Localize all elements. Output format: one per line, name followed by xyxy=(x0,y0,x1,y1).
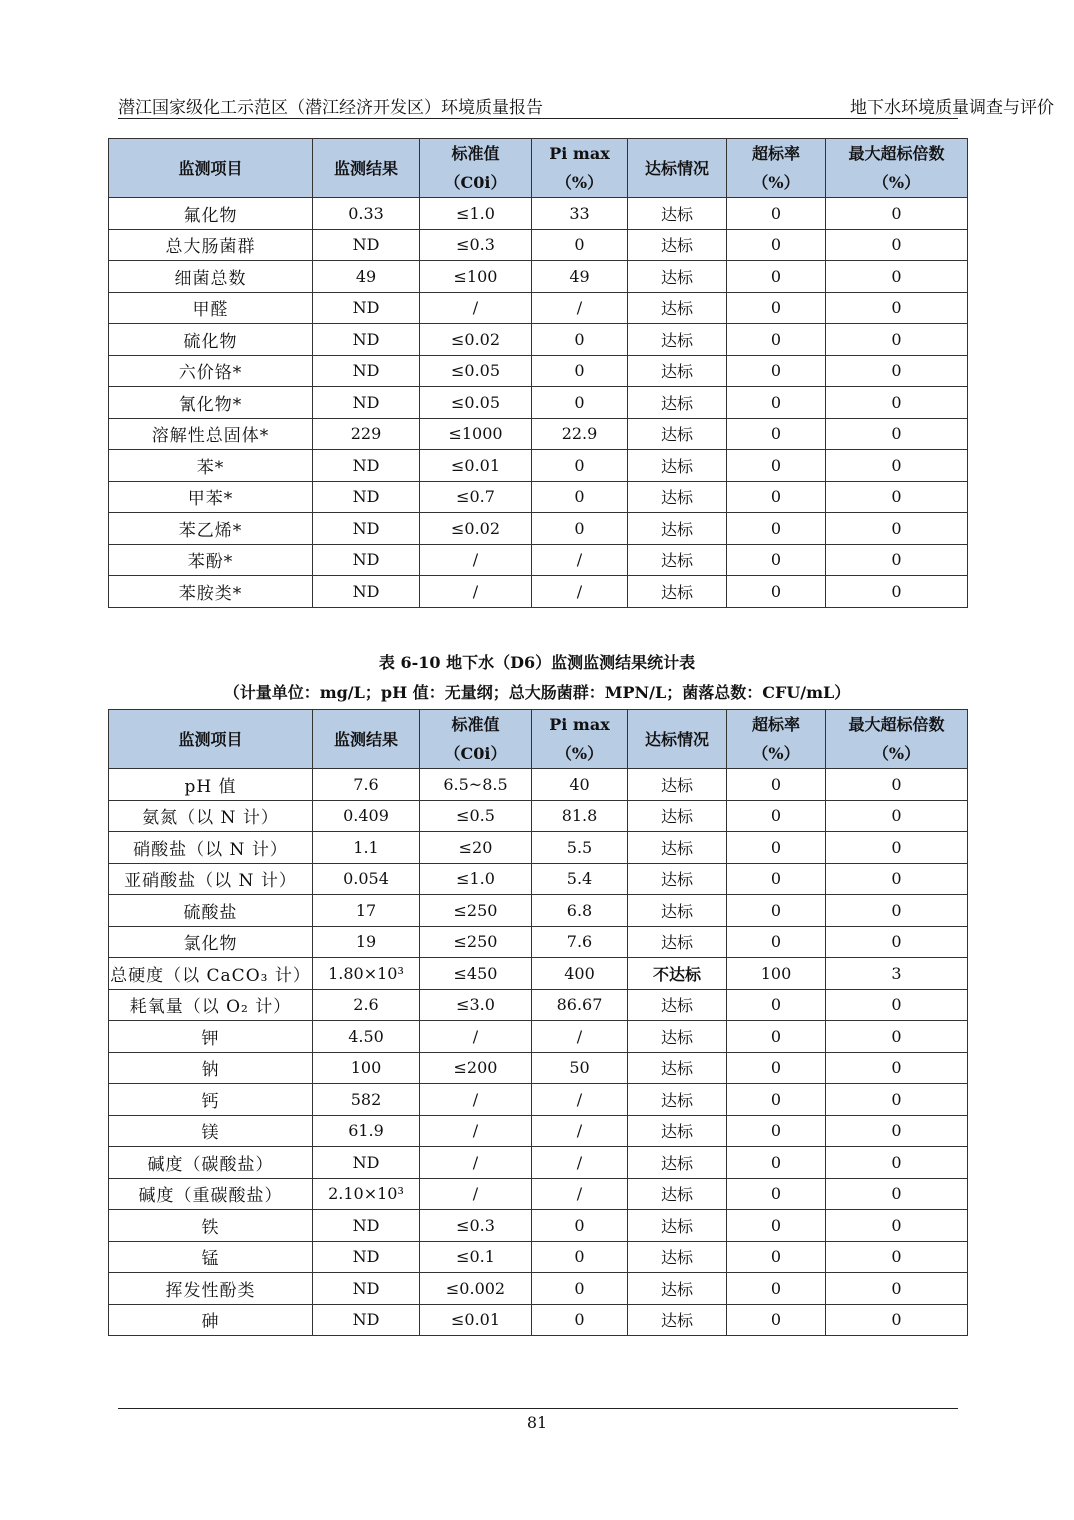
value-cell: ≤3.0 xyxy=(420,989,532,1021)
item-name-cell: pH 值 xyxy=(109,769,313,801)
value-cell: 5.5 xyxy=(532,832,628,864)
column-header xyxy=(109,139,313,198)
value-cell: ND xyxy=(313,292,420,324)
value-cell: ND xyxy=(313,1273,420,1305)
value-cell: 0 xyxy=(826,481,968,513)
value-cell: 229 xyxy=(313,418,420,450)
column-header xyxy=(532,710,628,769)
value-cell: 7.6 xyxy=(532,926,628,958)
value-cell: ≤0.002 xyxy=(420,1273,532,1305)
value-cell: 0 xyxy=(727,832,826,864)
value-cell: 0 xyxy=(826,1052,968,1084)
value-cell: 0 xyxy=(727,895,826,927)
value-cell: 0 xyxy=(727,1115,826,1147)
value-cell: 达标 xyxy=(628,1084,727,1116)
value-cell: 0 xyxy=(727,450,826,482)
value-cell: 0 xyxy=(727,513,826,545)
value-cell: 0 xyxy=(727,800,826,832)
column-header-line: 最大超标倍数 xyxy=(848,144,945,163)
value-cell: 0 xyxy=(727,355,826,387)
value-cell: 达标 xyxy=(628,450,727,482)
value-cell: ≤0.02 xyxy=(420,513,532,545)
value-cell: 2.6 xyxy=(313,989,420,1021)
value-cell: / xyxy=(420,1147,532,1179)
value-cell: / xyxy=(532,1178,628,1210)
value-cell: ≤100 xyxy=(420,261,532,293)
value-cell: / xyxy=(420,1115,532,1147)
table-row xyxy=(109,1304,968,1336)
value-cell: 4.50 xyxy=(313,1021,420,1053)
value-cell: 22.9 xyxy=(532,418,628,450)
table-row xyxy=(109,481,968,513)
value-cell: 0 xyxy=(826,513,968,545)
value-cell: 达标 xyxy=(628,355,727,387)
column-header-line: 超标率 xyxy=(751,144,800,163)
column-header-line: Pi max xyxy=(549,715,610,734)
value-cell: 0 xyxy=(826,355,968,387)
column-header-line: 监测结果 xyxy=(333,729,398,749)
value-cell: ≤1.0 xyxy=(420,863,532,895)
value-cell: 0 xyxy=(826,450,968,482)
value-cell: 达标 xyxy=(628,1178,727,1210)
table-caption: 表 6-10 地下水（D6）监测监测结果统计表 xyxy=(378,653,696,672)
value-cell: 0 xyxy=(727,1084,826,1116)
column-header xyxy=(532,139,628,198)
value-cell: 0 xyxy=(826,1147,968,1179)
column-header-line: （%） xyxy=(752,173,800,192)
table-row xyxy=(109,198,968,230)
item-name-cell: 苯酚* xyxy=(109,544,313,576)
value-cell: 0 xyxy=(532,1273,628,1305)
table-row xyxy=(109,989,968,1021)
column-header xyxy=(727,710,826,769)
value-cell: / xyxy=(532,292,628,324)
column-header xyxy=(628,139,727,198)
table-row xyxy=(109,292,968,324)
value-cell: 达标 xyxy=(628,832,727,864)
value-cell: 0 xyxy=(727,481,826,513)
value-cell: 3 xyxy=(826,958,968,990)
value-cell: 达标 xyxy=(628,418,727,450)
value-cell: 0 xyxy=(826,261,968,293)
header-rule xyxy=(118,118,958,119)
value-cell: 0 xyxy=(727,1210,826,1242)
value-cell: ND xyxy=(313,324,420,356)
value-cell: 0 xyxy=(727,1147,826,1179)
column-header-line: 标准值 xyxy=(451,715,500,734)
value-cell: ≤0.3 xyxy=(420,1210,532,1242)
value-cell: 0 xyxy=(826,895,968,927)
value-cell: 40 xyxy=(532,769,628,801)
value-cell: 0.054 xyxy=(313,863,420,895)
value-cell: 5.4 xyxy=(532,863,628,895)
table-row xyxy=(109,387,968,419)
value-cell: / xyxy=(532,1147,628,1179)
value-cell: ≤0.01 xyxy=(420,1304,532,1336)
value-cell: 0 xyxy=(826,1115,968,1147)
item-name-cell: 总硬度（以 CaCO₃ 计） xyxy=(109,958,313,990)
table-row xyxy=(109,576,968,608)
value-cell: 0.409 xyxy=(313,800,420,832)
column-header xyxy=(727,139,826,198)
value-cell: 1.1 xyxy=(313,832,420,864)
value-cell: 达标 xyxy=(628,863,727,895)
value-cell: 0 xyxy=(826,832,968,864)
column-header-line: （C0i） xyxy=(444,173,507,192)
item-name-cell: 苯* xyxy=(109,450,313,482)
table-row xyxy=(109,355,968,387)
table-row xyxy=(109,324,968,356)
value-cell: ND xyxy=(313,481,420,513)
item-name-cell: 氟化物 xyxy=(109,198,313,230)
table-header-row xyxy=(109,710,968,769)
value-cell: 0 xyxy=(727,1304,826,1336)
value-cell: ND xyxy=(313,450,420,482)
value-cell: 0 xyxy=(532,481,628,513)
value-cell: 0 xyxy=(826,1241,968,1273)
table-row xyxy=(109,261,968,293)
value-cell: 达标 xyxy=(628,229,727,261)
item-name-cell: 苯胺类* xyxy=(109,576,313,608)
value-cell: 0 xyxy=(727,863,826,895)
item-name-cell: 硫化物 xyxy=(109,324,313,356)
column-header-line: 达标情况 xyxy=(644,158,709,178)
item-name-cell: 耗氧量（以 O₂ 计） xyxy=(109,989,313,1021)
value-cell: 0 xyxy=(727,769,826,801)
item-name-cell: 甲醛 xyxy=(109,292,313,324)
value-cell: ≤20 xyxy=(420,832,532,864)
value-cell: ≤0.7 xyxy=(420,481,532,513)
item-name-cell: 砷 xyxy=(109,1304,313,1336)
value-cell: 达标 xyxy=(628,1273,727,1305)
item-name-cell: 钙 xyxy=(109,1084,313,1116)
value-cell: ND xyxy=(313,576,420,608)
value-cell: 1.80×10³ xyxy=(313,958,420,990)
value-cell: / xyxy=(532,1021,628,1053)
value-cell: 0 xyxy=(532,387,628,419)
value-cell: 19 xyxy=(313,926,420,958)
item-name-cell: 碱度（重碳酸盐） xyxy=(109,1178,313,1210)
value-cell: 0 xyxy=(826,1021,968,1053)
value-cell: ND xyxy=(313,1304,420,1336)
running-header-title: 潜江国家级化工示范区（潜江经济开发区）环境质量报告 xyxy=(118,98,543,118)
table-row xyxy=(109,800,968,832)
item-name-cell: 溶解性总固体* xyxy=(109,418,313,450)
item-name-cell: 钾 xyxy=(109,1021,313,1053)
table-row xyxy=(109,1021,968,1053)
column-header-line: （C0i） xyxy=(444,744,507,763)
value-cell: 61.9 xyxy=(313,1115,420,1147)
value-cell: 达标 xyxy=(628,800,727,832)
value-cell: 达标 xyxy=(628,1052,727,1084)
table-row xyxy=(109,926,968,958)
item-name-cell: 硝酸盐（以 N 计） xyxy=(109,832,313,864)
value-cell: 达标 xyxy=(628,1147,727,1179)
value-cell: 49 xyxy=(313,261,420,293)
value-cell: 0 xyxy=(727,1241,826,1273)
value-cell: 33 xyxy=(532,198,628,230)
table-body xyxy=(109,198,968,608)
column-header-line: 达标情况 xyxy=(644,729,709,749)
value-cell: 达标 xyxy=(628,261,727,293)
value-cell: 达标 xyxy=(628,387,727,419)
item-name-cell: 镁 xyxy=(109,1115,313,1147)
value-cell: ND xyxy=(313,544,420,576)
item-name-cell: 铁 xyxy=(109,1210,313,1242)
value-cell: 达标 xyxy=(628,544,727,576)
value-cell: 0 xyxy=(826,1304,968,1336)
table-row xyxy=(109,769,968,801)
item-name-cell: 挥发性酚类 xyxy=(109,1273,313,1305)
value-cell: 100 xyxy=(727,958,826,990)
value-cell: 2.10×10³ xyxy=(313,1178,420,1210)
value-cell: ≤1.0 xyxy=(420,198,532,230)
value-cell: 0 xyxy=(826,576,968,608)
value-cell: 0 xyxy=(727,418,826,450)
item-name-cell: 甲苯* xyxy=(109,481,313,513)
value-cell: 400 xyxy=(532,958,628,990)
table-body xyxy=(109,769,968,1336)
value-cell: 0 xyxy=(727,198,826,230)
value-cell: 达标 xyxy=(628,513,727,545)
item-name-cell: 锰 xyxy=(109,1241,313,1273)
value-cell: ND xyxy=(313,229,420,261)
value-cell: 0 xyxy=(727,926,826,958)
value-cell: 0 xyxy=(727,989,826,1021)
item-name-cell: 总大肠菌群 xyxy=(109,229,313,261)
value-cell: ≤0.1 xyxy=(420,1241,532,1273)
value-cell: ≤0.3 xyxy=(420,229,532,261)
value-cell: 0 xyxy=(826,926,968,958)
value-cell: 0 xyxy=(532,1210,628,1242)
table-row xyxy=(109,958,968,990)
column-header-line: 标准值 xyxy=(451,144,500,163)
value-cell: 0 xyxy=(727,229,826,261)
table-row xyxy=(109,418,968,450)
value-cell: 达标 xyxy=(628,481,727,513)
value-cell: ≤0.02 xyxy=(420,324,532,356)
value-cell: ND xyxy=(313,387,420,419)
column-header-line: （%） xyxy=(872,173,921,192)
table-row xyxy=(109,1084,968,1116)
table-row xyxy=(109,863,968,895)
value-cell: 0 xyxy=(532,1304,628,1336)
value-cell: ND xyxy=(313,1210,420,1242)
value-cell: 达标 xyxy=(628,1304,727,1336)
running-header-section: 地下水环境质量调查与评价 xyxy=(850,98,1054,118)
column-header xyxy=(313,139,420,198)
value-cell: 0 xyxy=(532,229,628,261)
value-cell: 0 xyxy=(532,355,628,387)
table-row xyxy=(109,1210,968,1242)
item-name-cell: 氯化物 xyxy=(109,926,313,958)
value-cell: 0 xyxy=(532,513,628,545)
value-cell: 0 xyxy=(727,387,826,419)
value-cell: 0 xyxy=(826,198,968,230)
value-cell: 达标 xyxy=(628,576,727,608)
value-cell: 不达标 xyxy=(628,958,727,990)
value-cell: ≤0.01 xyxy=(420,450,532,482)
value-cell: 0 xyxy=(826,1084,968,1116)
item-name-cell: 硫酸盐 xyxy=(109,895,313,927)
value-cell: ≤0.05 xyxy=(420,387,532,419)
value-cell: 0 xyxy=(826,229,968,261)
value-cell: 86.67 xyxy=(532,989,628,1021)
value-cell: / xyxy=(420,576,532,608)
value-cell: ≤250 xyxy=(420,926,532,958)
value-cell: ND xyxy=(313,1147,420,1179)
table-row xyxy=(109,895,968,927)
column-header-line: 最大超标倍数 xyxy=(848,715,945,734)
value-cell: ≤0.5 xyxy=(420,800,532,832)
page-number: 81 xyxy=(526,1413,548,1432)
table-row xyxy=(109,1241,968,1273)
value-cell: 达标 xyxy=(628,1115,727,1147)
table-row xyxy=(109,229,968,261)
column-header-line: 监测项目 xyxy=(178,729,243,749)
value-cell: 0 xyxy=(727,1021,826,1053)
value-cell: 0 xyxy=(826,800,968,832)
item-name-cell: 钠 xyxy=(109,1052,313,1084)
footer-rule xyxy=(118,1408,958,1409)
table-header-row xyxy=(109,139,968,198)
table-row xyxy=(109,832,968,864)
value-cell: 0 xyxy=(826,387,968,419)
monitoring-table-d6 xyxy=(108,709,968,1336)
value-cell: / xyxy=(532,544,628,576)
value-cell: 0 xyxy=(826,989,968,1021)
value-cell: 0 xyxy=(826,324,968,356)
item-name-cell: 亚硝酸盐（以 N 计） xyxy=(109,863,313,895)
value-cell: ≤0.05 xyxy=(420,355,532,387)
item-name-cell: 细菌总数 xyxy=(109,261,313,293)
value-cell: 0 xyxy=(727,261,826,293)
value-cell: 0 xyxy=(727,1178,826,1210)
item-name-cell: 苯乙烯* xyxy=(109,513,313,545)
value-cell: 达标 xyxy=(628,198,727,230)
table-row xyxy=(109,1178,968,1210)
value-cell: ND xyxy=(313,513,420,545)
value-cell: ≤200 xyxy=(420,1052,532,1084)
value-cell: 17 xyxy=(313,895,420,927)
value-cell: 达标 xyxy=(628,1210,727,1242)
value-cell: 0 xyxy=(727,1052,826,1084)
value-cell: 0 xyxy=(727,544,826,576)
value-cell: / xyxy=(532,1115,628,1147)
table-units-note: （计量单位：mg/L；pH 值：无量纲；总大肠菌群：MPN/L；菌落总数：CFU/mL） xyxy=(223,683,851,702)
value-cell: 达标 xyxy=(628,926,727,958)
value-cell: 0.33 xyxy=(313,198,420,230)
column-header xyxy=(628,710,727,769)
column-header xyxy=(109,710,313,769)
value-cell: 达标 xyxy=(628,292,727,324)
column-header-line: Pi max xyxy=(549,144,610,163)
item-name-cell: 六价铬* xyxy=(109,355,313,387)
value-cell: 6.5~8.5 xyxy=(420,769,532,801)
value-cell: 达标 xyxy=(628,769,727,801)
value-cell: 0 xyxy=(826,863,968,895)
value-cell: 0 xyxy=(532,324,628,356)
value-cell: / xyxy=(532,576,628,608)
item-name-cell: 氰化物* xyxy=(109,387,313,419)
value-cell: 0 xyxy=(727,576,826,608)
column-header xyxy=(420,139,532,198)
value-cell: 0 xyxy=(826,544,968,576)
value-cell: 0 xyxy=(727,1273,826,1305)
table-row xyxy=(109,1147,968,1179)
monitoring-table-continued xyxy=(108,138,968,608)
item-name-cell: 氨氮（以 N 计） xyxy=(109,800,313,832)
column-header-line: （%） xyxy=(555,173,604,192)
value-cell: 达标 xyxy=(628,1021,727,1053)
value-cell: ≤1000 xyxy=(420,418,532,450)
value-cell: 100 xyxy=(313,1052,420,1084)
value-cell: / xyxy=(420,544,532,576)
value-cell: ND xyxy=(313,1241,420,1273)
table-row xyxy=(109,544,968,576)
column-header-line: （%） xyxy=(555,744,604,763)
value-cell: 达标 xyxy=(628,895,727,927)
value-cell: 49 xyxy=(532,261,628,293)
value-cell: 0 xyxy=(532,450,628,482)
column-header-line: 监测结果 xyxy=(333,158,398,178)
column-header-line: （%） xyxy=(872,744,921,763)
value-cell: ≤250 xyxy=(420,895,532,927)
column-header xyxy=(420,710,532,769)
value-cell: 达标 xyxy=(628,1241,727,1273)
value-cell: / xyxy=(420,1178,532,1210)
value-cell: 0 xyxy=(826,1210,968,1242)
value-cell: 0 xyxy=(727,324,826,356)
value-cell: 81.8 xyxy=(532,800,628,832)
column-header xyxy=(313,710,420,769)
column-header-line: 监测项目 xyxy=(178,158,243,178)
value-cell: 0 xyxy=(826,1178,968,1210)
value-cell: 0 xyxy=(727,292,826,324)
table-row xyxy=(109,1273,968,1305)
table-row xyxy=(109,513,968,545)
value-cell: / xyxy=(532,1084,628,1116)
value-cell: 达标 xyxy=(628,989,727,1021)
value-cell: 50 xyxy=(532,1052,628,1084)
value-cell: ≤450 xyxy=(420,958,532,990)
value-cell: 7.6 xyxy=(313,769,420,801)
column-header-line: 超标率 xyxy=(751,715,800,734)
value-cell: / xyxy=(420,292,532,324)
value-cell: 0 xyxy=(826,418,968,450)
column-header xyxy=(826,710,968,769)
table-row xyxy=(109,1052,968,1084)
value-cell: 582 xyxy=(313,1084,420,1116)
value-cell: / xyxy=(420,1084,532,1116)
column-header xyxy=(826,139,968,198)
table-row xyxy=(109,450,968,482)
table-row xyxy=(109,1115,968,1147)
value-cell: 0 xyxy=(826,769,968,801)
item-name-cell: 碱度（碳酸盐） xyxy=(109,1147,313,1179)
value-cell: 0 xyxy=(532,1241,628,1273)
value-cell: 0 xyxy=(826,1273,968,1305)
value-cell: ND xyxy=(313,355,420,387)
value-cell: 6.8 xyxy=(532,895,628,927)
value-cell: / xyxy=(420,1021,532,1053)
value-cell: 达标 xyxy=(628,324,727,356)
value-cell: 0 xyxy=(826,292,968,324)
column-header-line: （%） xyxy=(752,744,800,763)
